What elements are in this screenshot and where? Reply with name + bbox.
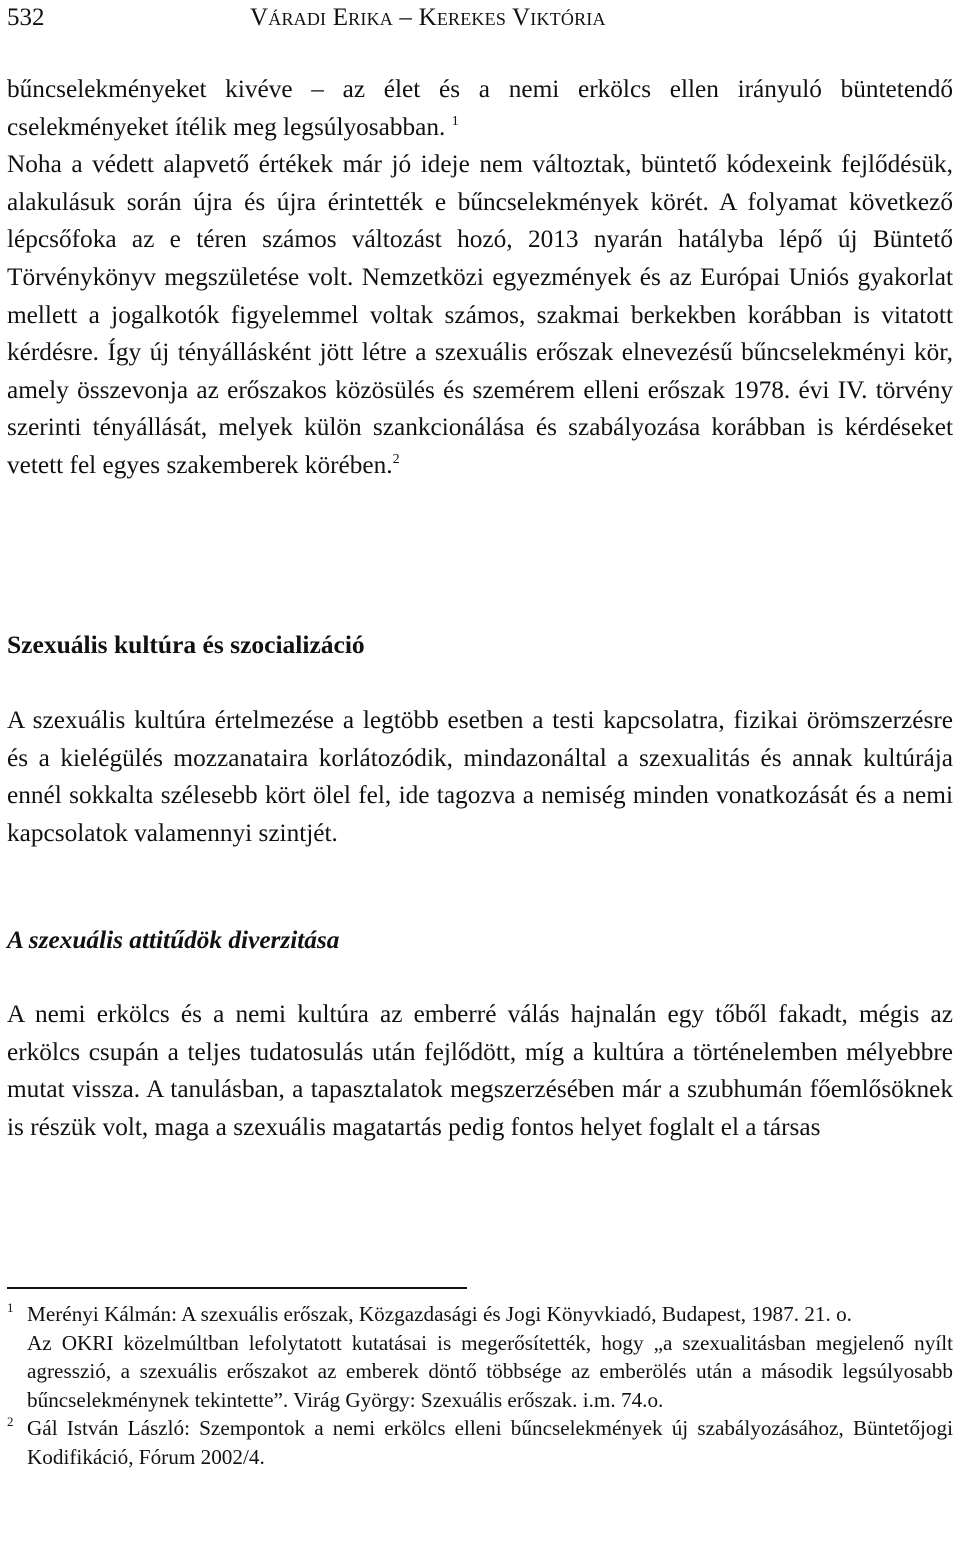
footnote-ref-1[interactable]: 1: [451, 113, 459, 129]
footnote-separator: [7, 1287, 467, 1289]
paragraph-1-part-2: Noha a védett alapvető értékek már jó ideje nem változtak, büntető kódexeink fejlődésük, alakulásuk során újra és újra érintették e bűncselekmények körét. A folyamat következő lépcsőfoka az e téren számos változást hozó, 2013 nyarán hatályba lépő új Büntető Törvénykönyv megszületése volt. Nemzetközi egyezmények és az Európai Uniós gyakorlat mellett a jogalkotók figyelemmel voltak számos, szakmai berkekben korábban is vitatott kérdésre. Így új tényállásként jött létre a szexuális erőszak elnevezésű bűncselekményi kör, amely összevonja az erőszakos közösülés és szemérem elleni erőszak 1978. évi IV. törvény szerinti tényállását, melyek külön szankcionálása és szabályozása korábban is kérdéseket vetett fel egyes szakemberek körében.: [7, 150, 953, 479]
running-head: [7, 2, 953, 34]
footnote-1-mark: 1: [7, 1300, 14, 1315]
paragraph-3: A nemi erkölcs és a nemi kultúra az emberré válás hajnalán egy tőből fakadt, mégis az erkölcs csupán a teljes tudatosulás után fejlődött, míg a kultúra a történelemben mélyebbre mutat vissza. A tanulásban, a tapasztalatok megszerzésében már a szubhumán főemlősöknek is részük volt, maga a szexuális magatartás pedig fontos helyet foglalt el a társas: [7, 1000, 953, 1141]
page-number: 532: [7, 4, 45, 31]
footnote-1-text: Merényi Kálmán: A szexuális erőszak, Közgazdasági és Jogi Könyvkiadó, Budapest, 1987. 21. o.: [27, 1302, 852, 1326]
footnote-2-mark: 2: [7, 1414, 14, 1430]
paragraph-1-part-1: bűncselekményeket kivéve – az élet és a nemi erkölcs ellen irányuló büntetendő cselekményeket ítélik meg legsúlyosabban.: [7, 75, 953, 141]
footnotes: [7, 1300, 953, 1472]
paragraph-1: [7, 71, 953, 485]
footnote-ref-2[interactable]: 2: [392, 451, 400, 467]
footnote-1-continuation: Az OKRI közelmúltban lefolytatott kutatásai is megerősítették, hogy „a szexualitásban megjelenő nyílt agresszió, a szexuális erőszakot az emberek döntő többsége az emberölés után a második legsúlyosabb bűncselekménynek tekintette”. Virág György: Szexuális erőszak. i.m. 74.o.: [27, 1330, 953, 1412]
section-heading: Szexuális kultúra és szocializáció: [7, 630, 365, 659]
subsection-heading: A szexuális attitűdök diverzitása: [7, 926, 340, 954]
footnote-2: [7, 1414, 953, 1471]
paragraph-2: A szexuális kultúra értelmezése a legtöbb esetben a testi kapcsolatra, fizikai örömszerzésre és a kielégülés mozzanataira korlátozódik, mindazonáltal a szexualitás és annak kultúrája ennél sokkalta szélesebb kört ölel fel, ide tagozva a nemiség minden vonatkozását és a nemi kapcsolatok valamennyi szintjét.: [7, 706, 953, 847]
footnote-1: [7, 1300, 953, 1329]
running-head-authors: Váradi Erika – Kerekes Viktória: [250, 4, 606, 31]
footnote-2-text: Gál István László: Szempontok a nemi erkölcs elleni bűncselekmények új szabályozásához, Büntetőjogi Kodifikáció, Fórum 2002/4.: [27, 1416, 953, 1469]
